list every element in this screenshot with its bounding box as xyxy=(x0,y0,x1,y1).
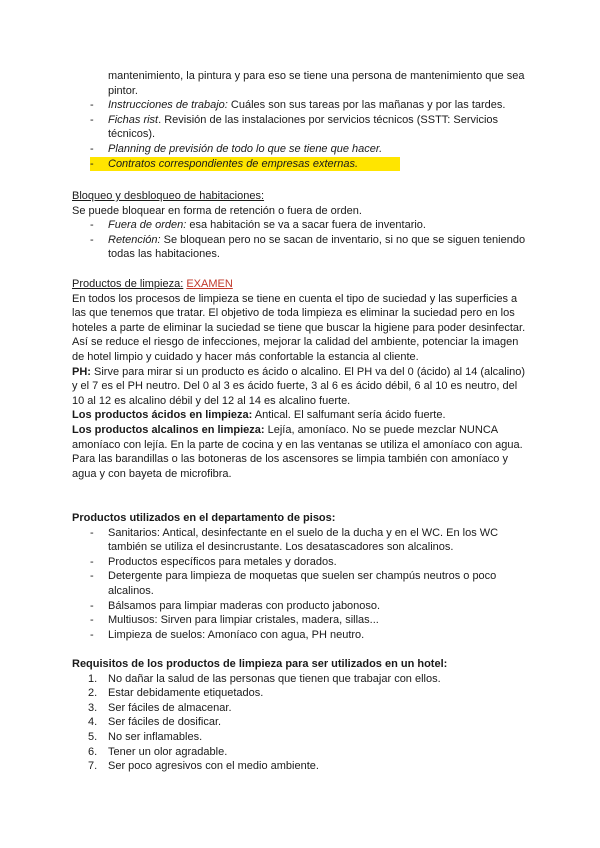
item-text: Detergente para limpieza de moquetas que suelen ser champús neutros o poco alcalinos. xyxy=(108,570,497,597)
item-number: 5. xyxy=(88,730,98,743)
item-text: esa habitación se va a sacar fuera de inventario. xyxy=(186,219,426,232)
list-item xyxy=(72,613,532,628)
productos-section xyxy=(72,277,532,481)
item-text: Limpieza de suelos: Amoníaco con agua, PH neutro. xyxy=(108,628,365,641)
item-number: 4. xyxy=(88,716,98,729)
item-text: No dañar la salud de las personas que tienen que trabajar con ellos. xyxy=(108,672,441,685)
item-text: Ser poco agresivos con el medio ambiente. xyxy=(108,760,319,773)
acidos-label: Los productos ácidos en limpieza: xyxy=(72,409,253,422)
bullet-dash: - xyxy=(90,570,94,583)
list-item xyxy=(72,628,532,643)
bullet-dash: - xyxy=(90,526,94,539)
continued-text: mantenimiento, la pintura y para eso se tiene una persona de mantenimiento que sea pintor. xyxy=(108,70,525,97)
bullet-dash: - xyxy=(90,157,94,170)
top-section xyxy=(72,69,532,171)
section-title: Productos utilizados en el departamento de pisos: xyxy=(72,512,336,524)
section-intro: Se puede bloquear en forma de retención o fuera de orden. xyxy=(72,204,362,217)
item-lead: Retención: xyxy=(108,233,161,246)
ph-paragraph xyxy=(72,365,532,409)
item-number: 2. xyxy=(88,687,98,700)
item-text: No ser inflamables. xyxy=(108,730,203,743)
numbered-item xyxy=(72,701,532,716)
list-item xyxy=(72,98,532,113)
numbered-item xyxy=(72,686,532,701)
item-text: Tener un olor agradable. xyxy=(108,745,228,758)
list-item xyxy=(72,555,532,570)
item-text: Bálsamos para limpiar maderas con producto jabonoso. xyxy=(108,599,381,612)
list-item xyxy=(72,218,532,233)
alcalinos-paragraph xyxy=(72,423,532,481)
list-item xyxy=(72,233,532,262)
list-item xyxy=(72,142,532,157)
item-lead: Fuera de orden: xyxy=(108,219,187,232)
item-text: Productos específicos para metales y dorados. xyxy=(108,555,337,568)
bullet-dash: - xyxy=(90,142,94,155)
acidos-text: Antical. El salfumant sería ácido fuerte. xyxy=(252,409,446,422)
item-text: Cuáles son sus tareas por las mañanas y por las tardes. xyxy=(227,99,506,112)
section-title: Productos de limpieza: xyxy=(72,278,184,290)
list-item xyxy=(72,599,532,614)
acidos-paragraph xyxy=(72,408,532,423)
bullet-dash: - xyxy=(90,628,94,641)
item-text: Estar debidamente etiquetados. xyxy=(108,687,264,700)
item-text: Ser fáciles de dosificar. xyxy=(108,716,222,729)
exam-tag: EXAMEN xyxy=(186,278,233,290)
ph-label: PH: xyxy=(72,365,91,378)
section-title-line xyxy=(72,277,532,292)
list-item xyxy=(72,526,532,555)
list-item xyxy=(72,569,532,598)
numbered-item xyxy=(72,715,532,730)
bloqueo-section xyxy=(72,189,532,262)
section-title: Requisitos de los productos de limpieza para ser utilizados en un hotel: xyxy=(72,658,448,670)
item-lead: Fichas rist xyxy=(108,113,159,126)
item-text: . Revisión de las instalaciones por servicios técnicos (SSTT: Servicios técnicos). xyxy=(108,113,499,141)
paragraph: Así se reduce el riesgo de infecciones, mejorar la calidad del ambiente, potenciar la imagen de hotel limpio y cuidado y hacer más confortable la estancia al cliente. xyxy=(72,336,519,363)
item-text: Se bloquean pero no se sacan de inventario, si no que se siguen teniendo todas las habitaciones. xyxy=(108,233,526,261)
section-title: Bloqueo y desbloqueo de habitaciones: xyxy=(72,190,265,202)
requisitos-section xyxy=(72,657,532,774)
bullet-dash: - xyxy=(90,219,94,232)
numbered-item xyxy=(72,745,532,760)
numbered-item xyxy=(72,672,532,687)
pisos-section xyxy=(72,511,532,642)
numbered-item xyxy=(72,759,532,774)
bullet-dash: - xyxy=(90,233,94,246)
item-number: 3. xyxy=(88,701,98,714)
item-number: 7. xyxy=(88,760,98,773)
item-number: 6. xyxy=(88,745,98,758)
paragraph: En todos los procesos de limpieza se tiene en cuenta el tipo de suciedad y las superficies a las que tenemos que tratar. El objetivo de toda limpieza es eliminar la suciedad pero en los hoteles a parte de eliminar la suciedad se tiene que buscar la higiene para poder desinfectar. xyxy=(72,292,526,334)
item-text: Multiusos: Sirven para limpiar cristales, madera, sillas... xyxy=(108,614,379,627)
item-lead: Instrucciones de trabajo: xyxy=(108,99,228,112)
alcalinos-text: Lejía, amoníaco. No se puede mezclar NUNCA amoníaco con lejía. En la parte de cocina y en las ventanas se utiliza el amoníaco con agua. Para las barandillas o las botoneras de los ascensores se limpia también con amoníaco y agua y con bayeta de microfibra. xyxy=(72,423,523,480)
bullet-dash: - xyxy=(90,113,94,126)
highlighted-list-item xyxy=(90,157,400,172)
list-item xyxy=(72,113,532,142)
alcalinos-label: Los productos alcalinos en limpieza: xyxy=(72,423,265,436)
item-number: 1. xyxy=(88,672,98,685)
bullet-dash: - xyxy=(90,599,94,612)
item-lead: Contratos correspondientes de empresas externas. xyxy=(108,157,359,170)
item-text: Sanitarios: Antical, desinfectante en el suelo de la ducha y en el WC. En los WC también se utiliza el desincrustante. Los desatascadores son alcalinos. xyxy=(108,526,499,554)
item-text: Ser fáciles de almacenar. xyxy=(108,701,232,714)
numbered-item xyxy=(72,730,532,745)
bullet-dash: - xyxy=(90,614,94,627)
ph-text: Sirve para mirar si un producto es ácido o alcalino. El PH va del 0 (ácido) al 14 (alcalino) y el 7 es el PH neutro. Del 0 al 3 es ácido fuerte, 3 al 6 es ácido débil, 6 al 10 es neutro, del 10 al 12 es alcalino débil y del 12 al 14 es alcalino fuerte. xyxy=(72,365,526,407)
item-lead: Planning de previsión de todo lo que se tiene que hacer. xyxy=(108,142,383,155)
bullet-dash: - xyxy=(90,99,94,112)
bullet-dash: - xyxy=(90,555,94,568)
